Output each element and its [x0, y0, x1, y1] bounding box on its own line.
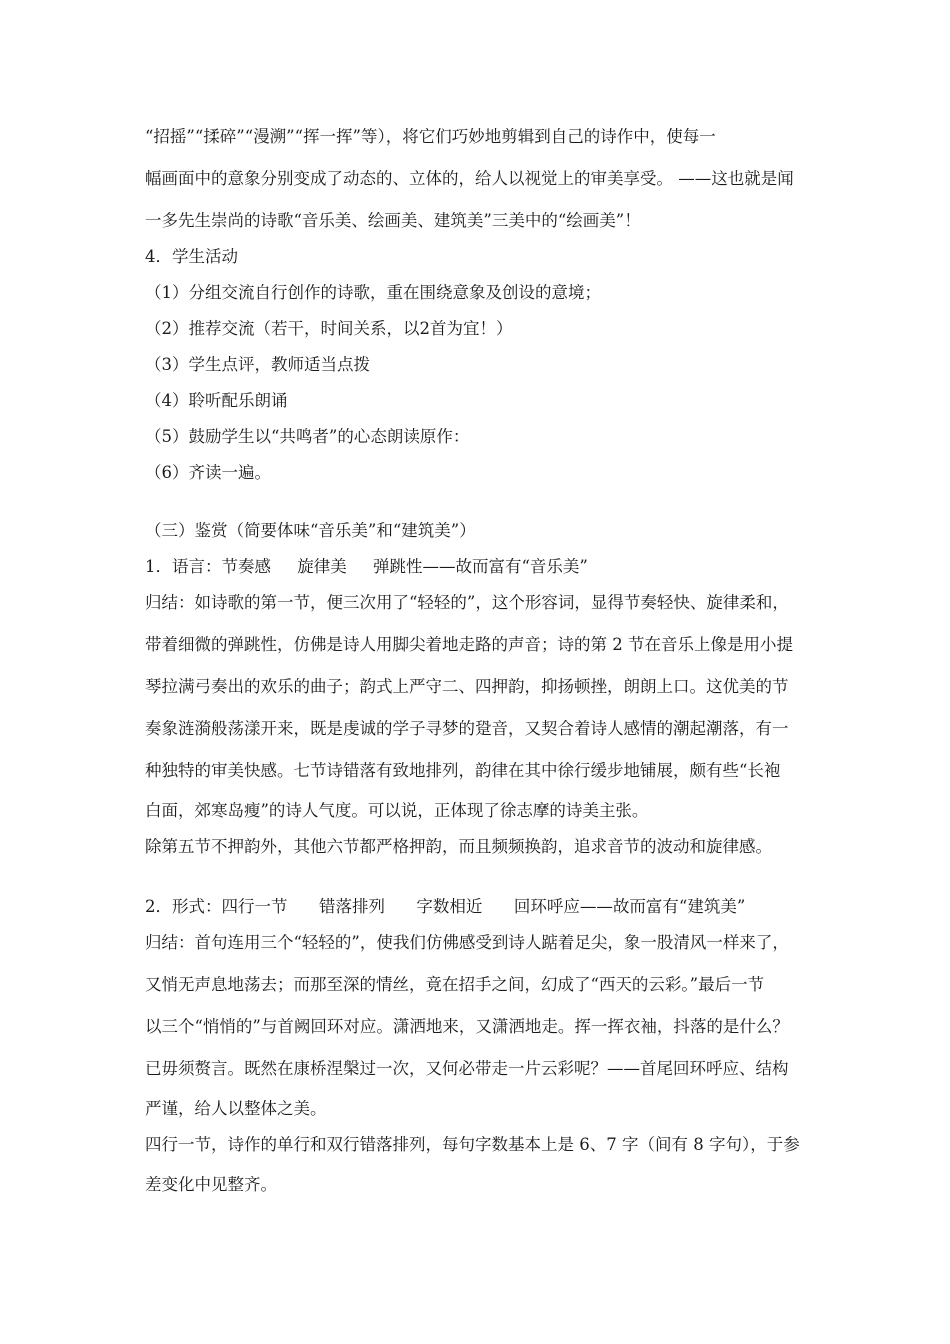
item2-line-6: 四行一节，诗作的单行和双行错落排列，每句字数基本上是 6、7 字（间有 8 字句），于参: [145, 1135, 800, 1154]
item1-line-3: 琴拉满弓奏出的欢乐的曲子；韵式上严守二、四押韵，抑扬顿挫，朗朗上口。这优美的节: [145, 677, 789, 696]
item1-line-1: 归结：如诗歌的第一节，便三次用了“轻轻的”，这个形容词，显得节奏轻快、旋律柔和，: [145, 593, 789, 612]
section4-item-4: （4）聆听配乐朗诵: [145, 391, 288, 410]
item1-line-2: 带着细微的弹跳性，仿佛是诗人用脚尖着地走路的声音；诗的第 2 节在音乐上像是用小提: [145, 635, 793, 654]
item2-heading: 2．形式：四行一节 错落排列 字数相近 回环呼应——故而富有“建筑美”: [145, 897, 746, 916]
item2-line-2: 又悄无声息地荡去；而那至深的情丝，竟在招手之间，幻成了“西天的云彩。”最后一节: [145, 975, 765, 994]
item2-line-4: 已毋须赘言。既然在康桥涅槃过一次，又何必带走一片云彩呢？——首尾回环呼应、结构: [145, 1059, 789, 1078]
section4-item-1: （1）分组交流自行创作的诗歌，重在围绕意象及创设的意境；: [145, 283, 601, 302]
section4-heading: 4．学生活动: [145, 247, 238, 266]
item2-line-7: 差变化中见整齐。: [145, 1175, 277, 1194]
section4-item-5: （5）鼓励学生以“共鸣者”的心态朗读原作：: [145, 427, 470, 446]
intro-line-1: “招摇”“揉碎”“漫溯”“挥一挥”等），将它们巧妙地剪辑到自己的诗作中，使每一: [145, 127, 716, 146]
section4-item-6: （6）齐读一遍。: [145, 463, 271, 482]
section4-item-3: （3）学生点评，教师适当点拨: [145, 355, 370, 374]
part3-heading: （三）鉴赏（简要体味“音乐美”和“建筑美”）: [145, 521, 476, 540]
item1-line-4: 奏象涟漪般荡漾开来，既是虔诚的学子寻梦的跫音，又契合着诗人感情的潮起潮落，有一: [145, 719, 789, 738]
item1-heading: 1．语言：节奏感 旋律美 弹跳性——故而富有“音乐美”: [145, 557, 588, 576]
item2-line-5: 严谨，给人以整体之美。: [145, 1099, 327, 1118]
item1-line-5: 种独特的审美快感。七节诗错落有致地排列，韵律在其中徐行缓步地铺展，颇有些“长袍: [145, 761, 781, 780]
item2-line-3: 以三个“悄悄的”与首阙回环对应。潇洒地来，又潇洒地走。挥一挥衣袖，抖落的是什么？: [145, 1017, 789, 1036]
section4-item-2: （2）推荐交流（若干，时间关系，以2首为宜！）: [145, 319, 513, 338]
item2-line-1: 归结：首句连用三个“轻轻的”，使我们仿佛感受到诗人踮着足尖，象一股清风一样来了，: [145, 933, 789, 952]
item1-line-6: 白面，郊寒岛瘦”的诗人气度。可以说，正体现了徐志摩的诗美主张。: [145, 801, 649, 820]
intro-line-2: 幅画面中的意象分别变成了动态的、立体的，给人以视觉上的审美享受。 ——这也就是闻: [145, 169, 794, 188]
intro-line-3: 一多先生崇尚的诗歌“音乐美、绘画美、建筑美”三美中的“绘画美”！: [145, 211, 641, 230]
item1-line-7: 除第五节不押韵外，其他六节都严格押韵，而且频频换韵，追求音节的波动和旋律感。: [145, 837, 772, 856]
